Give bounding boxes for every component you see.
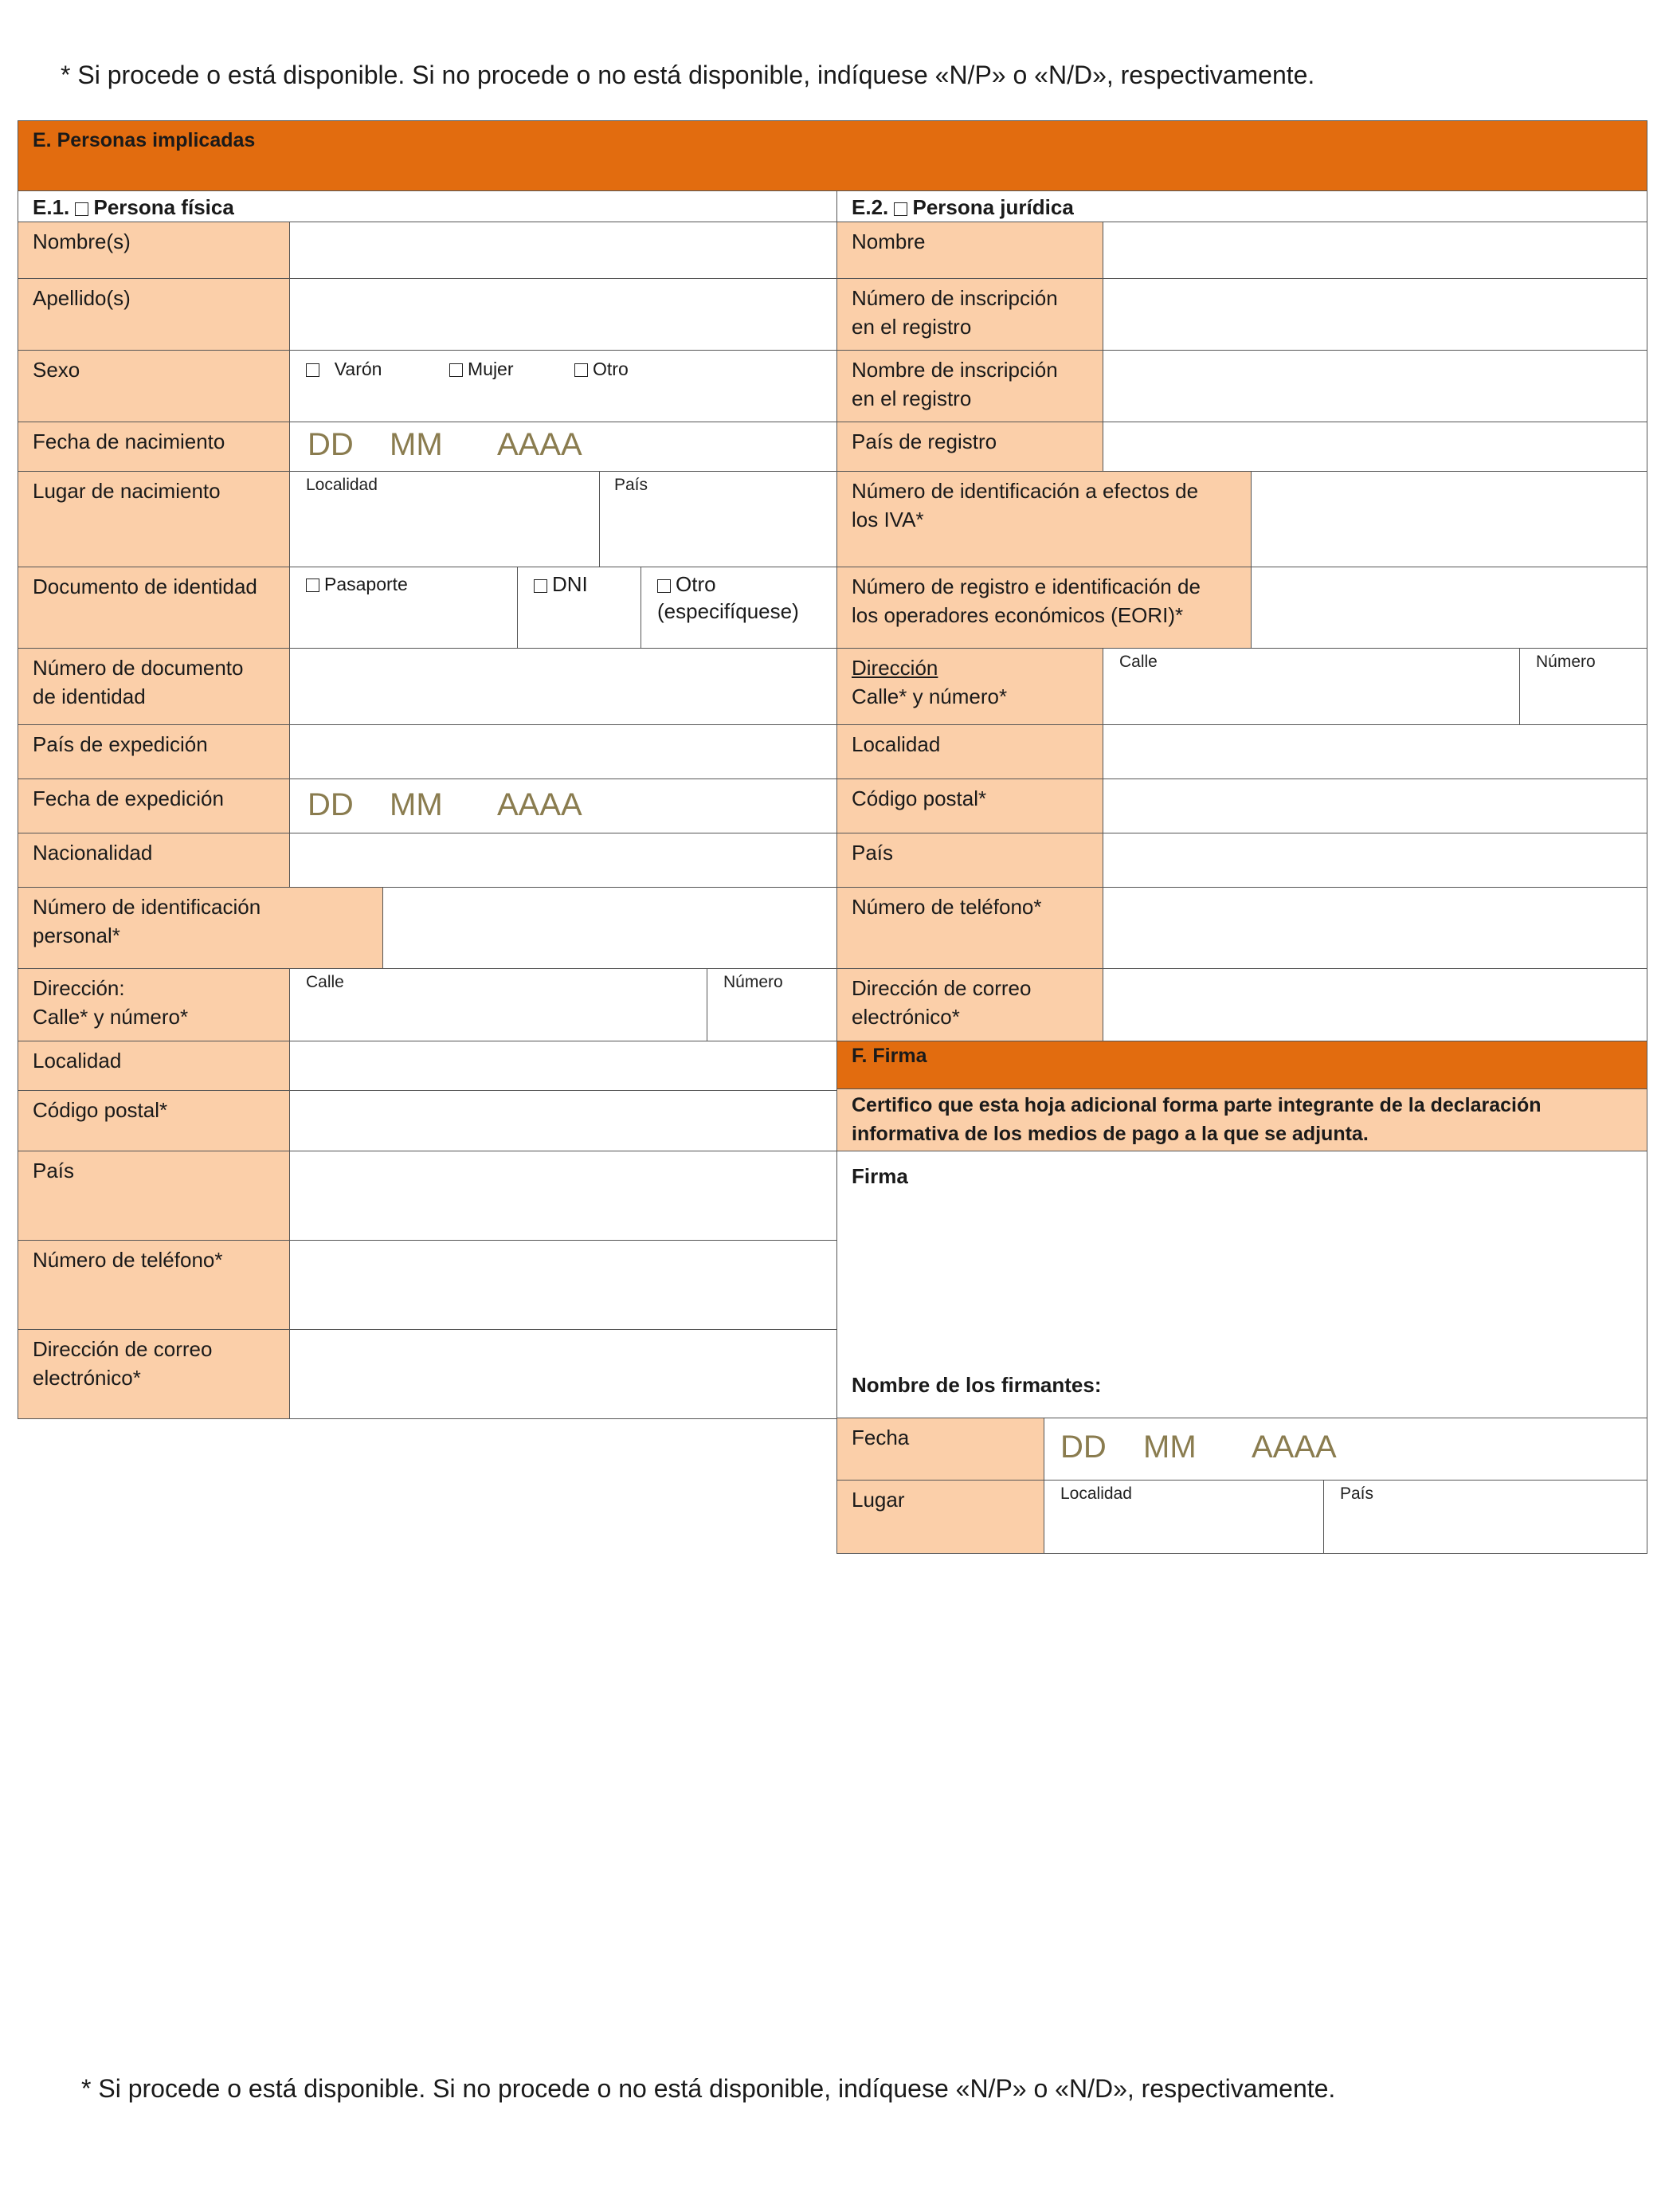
e2-direccion-label: Dirección Calle* y número* — [836, 648, 1104, 726]
e1-telefono-label: Número de teléfono* — [18, 1240, 291, 1331]
pais-sublabel: País — [614, 476, 648, 494]
e1-nombre-label: Nombre(s) — [18, 222, 291, 280]
section-f-title: F. Firma — [852, 1045, 927, 1067]
date-mm: MM — [390, 427, 443, 462]
e1-title: Persona física — [93, 195, 234, 219]
date-aaaa: AAAA — [497, 427, 582, 462]
e1-cp-field[interactable] — [289, 1090, 838, 1152]
section-f-header — [836, 1041, 1647, 1090]
otro-checkbox[interactable] — [574, 363, 588, 377]
e1-num-id-label: Número de identificación personal* — [18, 887, 384, 970]
date-dd: DD — [1060, 1430, 1107, 1465]
persona-juridica-checkbox[interactable] — [894, 202, 907, 216]
e2-nombre-field[interactable] — [1103, 222, 1647, 280]
e2-email-label: Dirección de correo electrónico* — [836, 968, 1104, 1042]
e1-localidad-label: Localidad — [18, 1041, 291, 1092]
e2-pais-field[interactable] — [1103, 833, 1647, 888]
e2-pais-reg-field[interactable] — [1103, 422, 1647, 473]
e1-prefix: E.1. — [33, 195, 70, 219]
e2-nom-insc-label: Nombre de inscripción en el registro — [836, 350, 1104, 423]
e1-localidad-field[interactable] — [289, 1041, 838, 1092]
e1-nombre-field[interactable] — [289, 222, 838, 280]
e2-telefono-label: Número de teléfono* — [836, 887, 1104, 970]
e2-nom-insc-field[interactable] — [1103, 350, 1647, 423]
e1-nacionalidad-label: Nacionalidad — [18, 833, 291, 888]
mujer-checkbox[interactable] — [449, 363, 463, 377]
e2-telefono-field[interactable] — [1103, 887, 1647, 970]
e1-email-field[interactable] — [289, 1329, 838, 1419]
e2-localidad-field[interactable] — [1103, 724, 1647, 780]
pasaporte-checkbox[interactable] — [306, 578, 319, 592]
localidad-sublabel: Localidad — [1060, 1484, 1132, 1503]
e2-subheader — [836, 190, 1647, 222]
e2-iva-field[interactable] — [1251, 471, 1647, 568]
e1-pais-field[interactable] — [289, 1151, 838, 1241]
e1-fecha-exp-field[interactable] — [289, 779, 838, 834]
e1-nacionalidad-field[interactable] — [289, 833, 838, 888]
e1-lugar-nac-pais-field[interactable] — [599, 471, 838, 568]
doc-pasaporte-cell[interactable]: Pasaporte — [289, 567, 519, 649]
sexo-otro-option[interactable]: Otro — [574, 355, 629, 382]
e2-cp-field[interactable] — [1103, 779, 1647, 834]
e2-email-field[interactable] — [1103, 968, 1647, 1042]
date-aaaa: AAAA — [1252, 1430, 1337, 1465]
e2-eori-label: Número de registro e identificación de los operadores económicos (EORI)* — [836, 567, 1252, 649]
e2-pais-reg-label: País de registro — [836, 422, 1104, 473]
e1-subheader — [18, 190, 838, 222]
e1-num-doc-field[interactable] — [289, 648, 838, 726]
e1-apellido-field[interactable] — [289, 278, 838, 351]
e1-calle-field[interactable] — [289, 968, 708, 1042]
f-lugar-label: Lugar — [836, 1480, 1045, 1554]
certify-statement: Certifico que esta hoja adicional forma parte integrante de la declaración informativa de los medios de pago a la que se adjunta. — [836, 1088, 1647, 1152]
e1-apellido-label: Apellido(s) — [18, 278, 291, 351]
section-e-header — [18, 120, 1647, 191]
e1-fecha-nac-field[interactable] — [289, 422, 838, 473]
e2-localidad-label: Localidad — [836, 724, 1104, 780]
date-dd: DD — [308, 427, 354, 462]
e1-lugar-nac-label: Lugar de nacimiento — [18, 471, 291, 568]
numero-sublabel: Número — [1536, 653, 1596, 671]
localidad-sublabel: Localidad — [306, 476, 378, 494]
date-dd: DD — [308, 787, 354, 822]
footnote-bottom: * Si procede o está disponible. Si no procede o no está disponible, indíquese «N/P» o «N/D», respectivamente. — [81, 2074, 1336, 2103]
date-aaaa: AAAA — [497, 787, 582, 822]
e2-prefix: E.2. — [852, 195, 889, 219]
e1-sexo-field — [289, 350, 838, 423]
e2-num-insc-field[interactable] — [1103, 278, 1647, 351]
doc-otro-cell[interactable]: Otro (especifíquese) — [641, 567, 838, 649]
pais-sublabel: País — [1340, 1484, 1374, 1503]
doc-otro-checkbox[interactable] — [657, 579, 671, 593]
e1-pais-label: País — [18, 1151, 291, 1241]
dni-checkbox[interactable] — [534, 579, 547, 593]
signature-area[interactable] — [836, 1151, 1647, 1419]
e2-iva-label: Número de identificación a efectos de los IVA* — [836, 471, 1252, 568]
sexo-varon-option[interactable]: Varón — [306, 355, 382, 382]
e2-num-insc-label: Número de inscripción en el registro — [836, 278, 1104, 351]
e2-title: Persona jurídica — [912, 195, 1074, 219]
e2-eori-field[interactable] — [1251, 567, 1647, 649]
date-mm: MM — [1143, 1430, 1197, 1465]
e2-pais-label: País — [836, 833, 1104, 888]
e2-cp-label: Código postal* — [836, 779, 1104, 834]
numero-sublabel: Número — [723, 973, 783, 991]
e1-num-doc-label: Número de documento de identidad — [18, 648, 291, 726]
e1-cp-label: Código postal* — [18, 1090, 291, 1152]
firmantes-label: Nombre de los firmantes: — [852, 1373, 1102, 1397]
footnote-top: * Si procede o está disponible. Si no procede o no está disponible, indíquese «N/P» o «N/D», respectivamente. — [61, 61, 1315, 89]
f-fecha-field[interactable] — [1044, 1418, 1647, 1481]
sexo-mujer-option[interactable]: Mujer — [449, 355, 514, 382]
varon-checkbox[interactable] — [306, 363, 319, 377]
f-fecha-label: Fecha — [836, 1418, 1045, 1481]
doc-otro-especifiquese: (especifíquese) — [657, 599, 799, 623]
firma-label: Firma — [852, 1164, 908, 1188]
calle-sublabel: Calle — [1119, 653, 1158, 671]
e1-num-id-field[interactable] — [382, 887, 838, 970]
e1-fecha-nac-label: Fecha de nacimiento — [18, 422, 291, 473]
f-lugar-pais-field[interactable] — [1323, 1480, 1647, 1554]
e2-nombre-label: Nombre — [836, 222, 1104, 280]
e1-telefono-field[interactable] — [289, 1240, 838, 1331]
date-mm: MM — [390, 787, 443, 822]
doc-dni-cell[interactable]: DNI — [517, 567, 642, 649]
e1-lugar-nac-localidad-field[interactable] — [289, 471, 601, 568]
calle-sublabel: Calle — [306, 973, 344, 991]
e2-calle-field[interactable] — [1103, 648, 1521, 726]
e1-sexo-label: Sexo — [18, 350, 291, 423]
e1-numero-field[interactable] — [707, 968, 838, 1042]
e2-numero-field[interactable] — [1519, 648, 1647, 726]
e1-fecha-exp-label: Fecha de expedición — [18, 779, 291, 834]
e1-pais-exp-label: País de expedición — [18, 724, 291, 780]
section-e-title: E. Personas implicadas — [33, 129, 256, 151]
f-lugar-localidad-field[interactable] — [1044, 1480, 1325, 1554]
persona-fisica-checkbox[interactable] — [75, 202, 88, 216]
e1-pais-exp-field[interactable] — [289, 724, 838, 780]
e1-direccion-label: Dirección: Calle* y número* — [18, 968, 291, 1042]
e1-email-label: Dirección de correo electrónico* — [18, 1329, 291, 1419]
e1-doc-id-label: Documento de identidad — [18, 567, 291, 649]
